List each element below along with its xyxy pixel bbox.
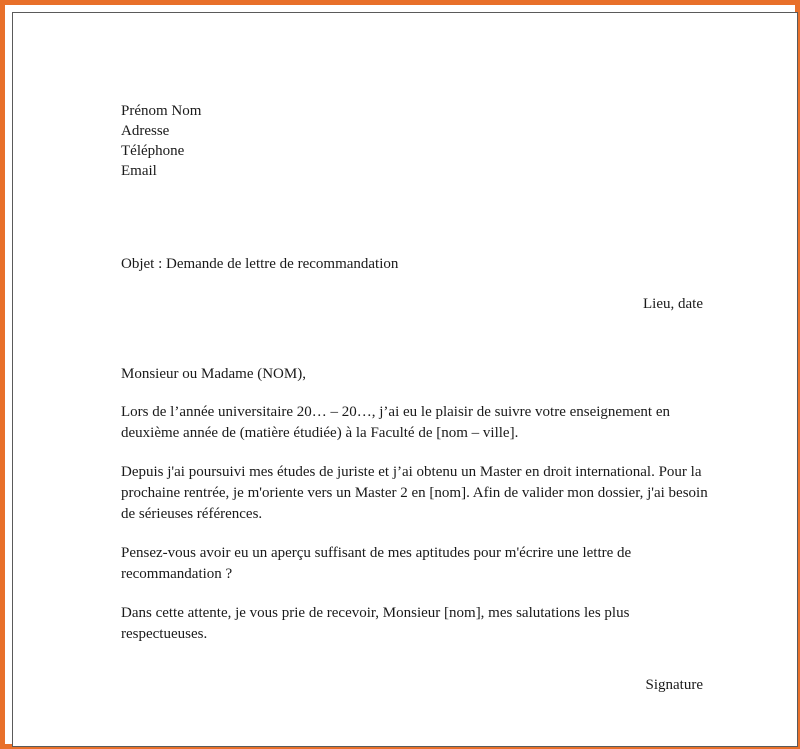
paragraph-2: Depuis j'ai poursuivi mes études de juriste et j’ai obtenu un Master en droit international. Pour la prochaine rentrée, je m'oriente vers un Master 2 en [nom]. Afin de valider mon dossier, j'ai besoin de sérieuses références. bbox=[121, 464, 708, 522]
place-and-date: Lieu, date bbox=[643, 296, 703, 312]
salutation: Monsieur ou Madame (NOM), bbox=[121, 366, 306, 382]
letter-body bbox=[121, 101, 711, 701]
paragraph-1: Lors de l’année universitaire 20… – 20…, j’ai eu le plaisir de suivre votre enseignement en deuxième année de (matière étudiée) à la Faculté de [nom – ville]. bbox=[121, 404, 670, 441]
sender-line-name: Prénom Nom bbox=[121, 103, 202, 119]
paragraph-3: Pensez-vous avoir eu un aperçu suffisant de mes aptitudes pour m'écrire une lettre de recommandation ? bbox=[121, 545, 632, 582]
sender-line-email: Email bbox=[121, 163, 157, 179]
sender-line-phone: Téléphone bbox=[121, 143, 185, 159]
subject-line: Objet : Demande de lettre de recommandation bbox=[121, 256, 399, 272]
letter-sheet bbox=[12, 12, 798, 747]
signature-line: Signature bbox=[645, 677, 703, 693]
paragraph-4: Dans cette attente, je vous prie de recevoir, Monsieur [nom], mes salutations les plus respectueuses. bbox=[121, 605, 630, 642]
sender-line-address: Adresse bbox=[121, 123, 170, 139]
sender-address-block bbox=[121, 101, 711, 181]
